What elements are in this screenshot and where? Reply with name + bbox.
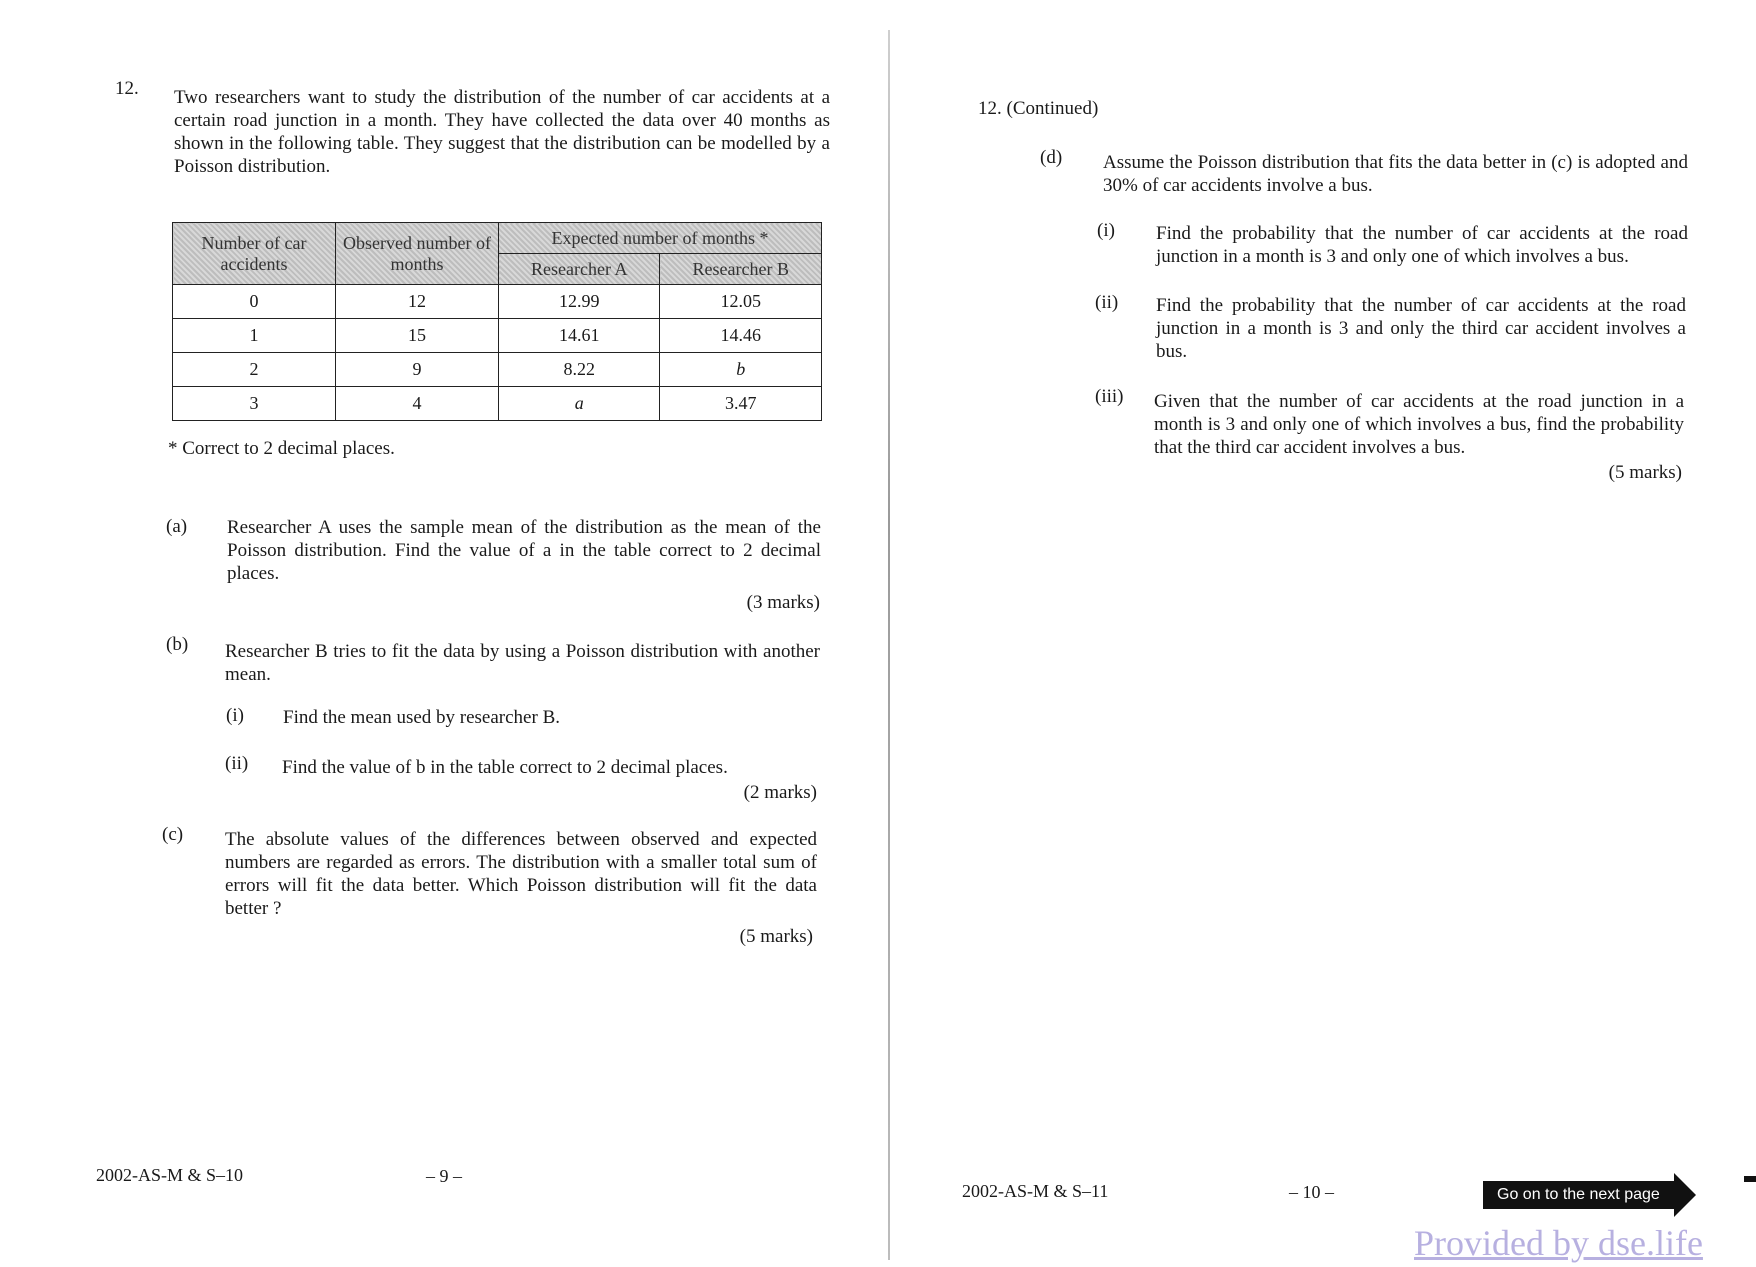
right-page — [890, 0, 1756, 1267]
question-intro: Two researchers want to study the distribution of the number of car accidents at a certain road junction in a month. They have collected the data over 40 months as shown in the following table. They suggest that the distribution can be modelled by a Poisson distribution. — [174, 87, 830, 177]
arrow-right-icon — [1674, 1173, 1696, 1217]
table-cell: 9 — [336, 353, 499, 387]
part-d-i-text: Find the probability that the number of car accidents at the road junction in a month is 3 and only one of which involves a bus. — [1156, 223, 1688, 267]
table-cell: 14.46 — [660, 319, 822, 353]
table-note: * Correct to 2 decimal places. — [168, 438, 395, 459]
table-row — [173, 387, 822, 421]
table-cell: 14.61 — [499, 319, 660, 353]
table-cell: 3.47 — [660, 387, 822, 421]
footer-code: 2002-AS-M & S–10 — [96, 1165, 244, 1185]
part-d-marks: (5 marks) — [1608, 462, 1682, 483]
part-b-ii-text: Find the value of b in the table correct to 2 decimal places. — [282, 757, 728, 778]
table-row — [173, 285, 822, 319]
table-cell: 15 — [336, 319, 499, 353]
table-cell: 8.22 — [499, 353, 660, 387]
header-researcher-a: Researcher A — [499, 254, 660, 285]
question-number: 12. — [115, 78, 139, 99]
part-b-i-text: Find the mean used by researcher B. — [283, 707, 560, 728]
table-cell: 12.99 — [499, 285, 660, 319]
header-researcher-b: Researcher B — [660, 254, 822, 285]
header-accidents: Number of car accidents — [173, 223, 336, 285]
part-c-label: (c) — [162, 824, 184, 845]
part-d-ii-text: Find the probability that the number of car accidents at the road junction in a month is 3 and only the third car accident involves a bus. — [1156, 295, 1686, 362]
footer-code: 2002-AS-M & S–11 — [962, 1181, 1109, 1201]
table-cell: 3 — [173, 387, 336, 421]
table-row — [173, 353, 822, 387]
part-d-i-label: (i) — [1097, 220, 1115, 241]
margin-mark — [1744, 1176, 1756, 1182]
table-cell: 1 — [173, 319, 336, 353]
part-b-text: Researcher B tries to fit the data by using a Poisson distribution with another mean. — [225, 641, 820, 685]
part-b-label: (b) — [166, 634, 189, 655]
part-a-marks: (3 marks) — [746, 592, 820, 613]
header-expected: Expected number of months * — [499, 223, 822, 254]
table-cell: 0 — [173, 285, 336, 319]
table-cell: 2 — [173, 353, 336, 387]
next-page-label: Go on to the next page — [1483, 1181, 1674, 1209]
table-row — [173, 319, 822, 353]
header-observed: Observed number of months — [336, 223, 499, 285]
part-d-text: Assume the Poisson distribution that fits the data better in (c) is adopted and 30% of car accidents involve a bus. — [1103, 152, 1688, 196]
watermark-link[interactable]: Provided by dse.life — [1414, 1223, 1703, 1263]
part-d-label: (d) — [1040, 147, 1063, 168]
part-b-marks: (2 marks) — [743, 782, 817, 803]
part-a-text: Researcher A uses the sample mean of the distribution as the mean of the Poisson distribution. Find the value of a in the table correct to 2 decimal places. — [227, 517, 821, 584]
part-c-marks: (5 marks) — [739, 926, 813, 947]
part-b-ii-label: (ii) — [225, 753, 249, 774]
part-b-i-label: (i) — [226, 705, 244, 726]
data-table — [172, 222, 822, 421]
footer-page-number: – 9 – — [426, 1166, 462, 1186]
part-d-iii-text: Given that the number of car accidents at the road junction in a month is 3 and only one of which involves a bus, find the probability that the third car accident involves a bus. — [1154, 391, 1684, 458]
part-a-label: (a) — [166, 516, 188, 537]
table-cell: 4 — [336, 387, 499, 421]
table-cell-unknown-a: a — [499, 387, 660, 421]
part-d-ii-label: (ii) — [1095, 292, 1119, 313]
next-page-button[interactable] — [1483, 1178, 1696, 1212]
footer-page-number: – 10 – — [1289, 1182, 1334, 1202]
continued-heading: 12. (Continued) — [978, 98, 1099, 119]
part-d-iii-label: (iii) — [1095, 386, 1124, 407]
table-cell: 12 — [336, 285, 499, 319]
table-cell-unknown-b: b — [660, 353, 822, 387]
table-cell: 12.05 — [660, 285, 822, 319]
part-c-text: The absolute values of the differences between observed and expected numbers are regarded as errors. The distribution with a smaller total sum of errors will fit the data better. Which Poisson distribution will fit the data better ? — [225, 829, 817, 919]
